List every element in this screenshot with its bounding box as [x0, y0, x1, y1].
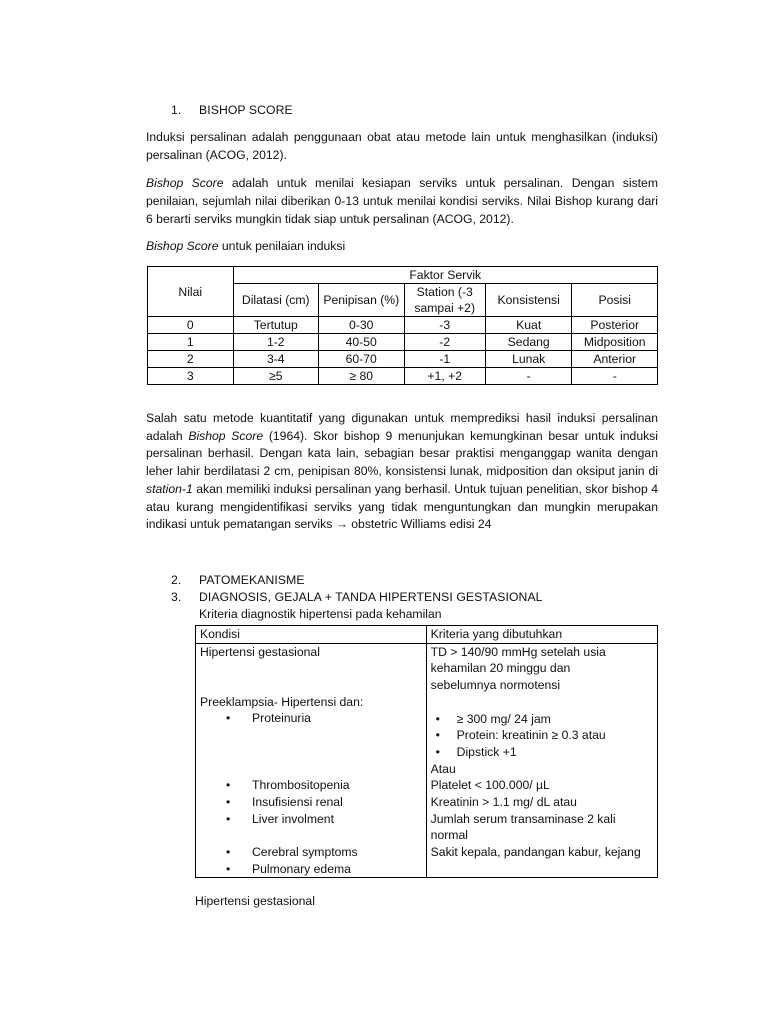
section-2-heading — [171, 572, 305, 589]
kriteria-platelet: Platelet < 100.000/ µL — [430, 778, 550, 793]
table-cell: 2 — [148, 351, 234, 368]
table-cell: ≥ 80 — [319, 368, 405, 385]
kriteria-atau: Atau — [430, 761, 456, 776]
table-cell: -1 — [404, 351, 485, 368]
table-cell: 3 — [148, 368, 234, 385]
table-cell: 0 — [148, 317, 234, 334]
table-row — [148, 368, 658, 385]
table-cell: Anterior — [572, 351, 658, 368]
paragraph-text: akan memiliki induksi persalinan yang berhasil. Untuk tujuan penelitian, skor bishop 4 atau kurang mengidentifikasi serviks yang tidak menguntungkan dan mungkin merupakan indikasi untuk pematangan serviks — [146, 481, 658, 532]
header-dilatasi: Dilatasi (cm) — [233, 284, 319, 317]
table-cell: - — [485, 368, 572, 385]
table-cell: -3 — [404, 317, 485, 334]
table-cell: 3-4 — [233, 351, 319, 368]
table-cell: 1 — [148, 334, 234, 351]
header-penipisan: Penipisan (%) — [319, 284, 405, 317]
table-row — [148, 351, 658, 368]
section-3-title: DIAGNOSIS, GEJALA + TANDA HIPERTENSI GESTASIONAL — [199, 590, 543, 604]
header-kriteria: Kriteria yang dibutuhkan — [426, 626, 657, 644]
kriteria-td-line2: kehamilan 20 minggu dan — [430, 661, 571, 676]
table-cell: Tertutup — [233, 317, 319, 334]
kondisi-thrombositopenia: • Thrombositopenia — [200, 777, 422, 794]
bishop-description-text: adalah untuk menilai kesiapan serviks untuk persalinan. Dengan sistem penilaian, sejumlah nilai diberikan 0-13 untuk menilai kondisi serviks. Nilai Bishop kurang dari 6 berarti serviks mungkin tidak siap untuk persalinan (ACOG, 2012). — [146, 176, 658, 226]
table-cell: 0-30 — [319, 317, 405, 334]
table-row — [148, 317, 658, 334]
table-cell: ≥5 — [233, 368, 319, 385]
kondisi-pulmonary: • Pulmonary edema — [200, 861, 422, 878]
paragraph-italic-term: Bishop Score — [188, 428, 264, 443]
table-cell: - — [572, 368, 658, 385]
kuantitatif-paragraph — [146, 410, 658, 534]
section-2-title: PATOMEKANISME — [199, 573, 305, 587]
intro-paragraph — [146, 128, 658, 164]
kondisi-insufisiensi: • Insufisiensi renal — [200, 794, 422, 811]
caption-term: Bishop Score — [146, 239, 219, 253]
table-cell: 60-70 — [319, 351, 405, 368]
right-arrow-icon: → — [335, 517, 348, 532]
kriteria-kreatinin: Kreatinin > 1.1 mg/ dL atau — [430, 795, 577, 810]
table-cell: Sedang — [485, 334, 572, 351]
bishop-description — [146, 174, 658, 228]
nilai-header: Nilai — [148, 267, 234, 317]
kriteria-column — [426, 643, 657, 878]
kriteria-protein-ratio: • Protein: kreatinin ≥ 0.3 atau — [431, 727, 653, 744]
section-3-number: 3. — [171, 590, 182, 604]
header-posisi: Posisi — [572, 284, 658, 317]
table-row — [148, 334, 658, 351]
kondisi-cerebral: • Cerebral symptoms — [200, 844, 422, 861]
header-station: Station (-3 sampai +2) — [404, 284, 485, 317]
kriteria-cerebral: Sakit kepala, pandangan kabur, kejang — [430, 845, 641, 860]
intro-text: Induksi persalinan adalah penggunaan obat atau metode lain untuk menghasilkan (induksi) persalinan (ACOG, 2012). — [146, 130, 658, 162]
kriteria-td-line1: TD > 140/90 mmHg setelah usia — [430, 644, 606, 659]
section-1-heading — [171, 102, 293, 119]
kriteria-serum-line2: normal — [430, 828, 468, 843]
table-cell: Midposition — [572, 334, 658, 351]
caption-text: untuk penilaian induksi — [218, 239, 346, 253]
kriteria-td-line3: sebelumnya normotensi — [430, 678, 561, 693]
table-cell: Kuat — [485, 317, 572, 334]
table-cell: -2 — [404, 334, 485, 351]
header-konsistensi: Konsistensi — [485, 284, 572, 317]
paragraph-text: (1964). Skor bishop 9 menunjukan kemungkinan besar untuk induksi persalinan berhasil. Dengan kata lain, sebagian besar praktisi menganggap wanita dengan leher lahir berdilatasi 2 cm, penipisan 80%, konsistensi lunak, midposition dan oksiput janin di — [146, 428, 658, 479]
section-1-title: BISHOP SCORE — [199, 103, 293, 117]
table-cell: 40-50 — [319, 334, 405, 351]
kondisi-preeklampsia: Preeklampsia- Hipertensi dan: — [200, 694, 364, 709]
bishop-score-term: Bishop Score — [146, 176, 224, 190]
section-3-heading — [171, 589, 543, 606]
kondisi-column — [196, 643, 427, 878]
paragraph-italic-term: station-1 — [146, 481, 193, 496]
kriteria-caption: Kriteria diagnostik hipertensi pada kehamilan — [199, 607, 442, 621]
paragraph-text: obstetric Williams edisi 24 — [347, 517, 492, 532]
header-kondisi: Kondisi — [196, 626, 427, 644]
kriteria-proteinuria-amount: • ≥ 300 mg/ 24 jam — [431, 711, 653, 728]
kriteria-serum-line1: Jumlah serum transaminase 2 kali — [430, 811, 616, 826]
paragraph-text: Salah satu metode kuantitatif yang digunakan untuk memprediksi hasil induksi persalinan adalah — [146, 411, 658, 443]
kondisi-liver: • Liver involment — [200, 811, 422, 828]
section-2-number: 2. — [171, 573, 182, 587]
table-cell: 1-2 — [233, 334, 319, 351]
footer-heading: Hipertensi gestasional — [195, 894, 315, 908]
kriteria-diagnostik-table — [195, 625, 658, 878]
bishop-score-table — [147, 266, 658, 385]
kriteria-dipstick: • Dipstick +1 — [431, 744, 653, 761]
kondisi-hipertensi: Hipertensi gestasional — [200, 644, 320, 659]
bishop-table-caption — [146, 238, 345, 255]
faktor-servik-header: Faktor Servik — [233, 267, 658, 284]
table-cell: +1, +2 — [404, 368, 485, 385]
table-cell: Posterior — [572, 317, 658, 334]
kondisi-proteinuria: • Proteinuria — [200, 710, 422, 727]
section-1-number: 1. — [171, 103, 182, 117]
table-cell: Lunak — [485, 351, 572, 368]
